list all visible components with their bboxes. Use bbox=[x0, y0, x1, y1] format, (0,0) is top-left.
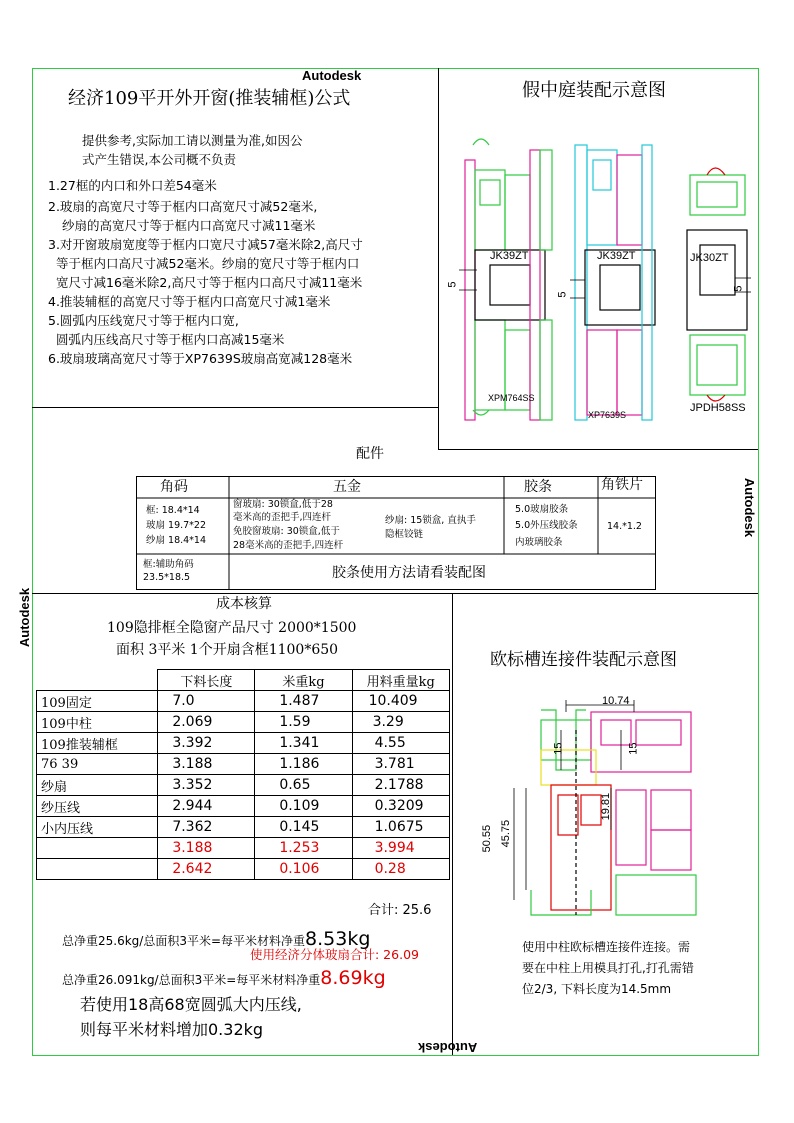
row-total: 10.409 bbox=[352, 691, 449, 712]
table-row bbox=[37, 796, 450, 817]
row-total: 4.55 bbox=[352, 733, 449, 754]
dimension-label: 15 bbox=[552, 742, 565, 755]
diagram2-note: 使用中柱欧标槽连接件连接。需 bbox=[522, 940, 691, 954]
row-weight: 0.145 bbox=[255, 817, 352, 838]
net-weight-text: 总净重26.091kg/总面积3平米=每平米材料净重 bbox=[62, 973, 321, 987]
net-weight-value: 8.53kg bbox=[305, 928, 371, 950]
row-length: 3.392 bbox=[158, 733, 255, 754]
disclaimer: 提供参考,实际加工请以测量为准,如因公 bbox=[82, 133, 303, 148]
row-weight: 1.59 bbox=[255, 712, 352, 733]
net-weight-value: 8.69kg bbox=[320, 967, 386, 989]
row-name bbox=[37, 859, 158, 880]
table-row bbox=[37, 775, 450, 796]
diagram2-title: 欧标槽连接件装配示意图 bbox=[490, 650, 677, 670]
table-row bbox=[37, 859, 450, 880]
formula-rule: 纱扇的高宽尺寸等于框内口高宽尺寸减11毫米 bbox=[62, 218, 316, 233]
profile-label: JK30ZT bbox=[690, 252, 729, 264]
table-header-row bbox=[37, 670, 450, 691]
watermark: Autodesk bbox=[302, 68, 362, 83]
row-name: 纱压线 bbox=[37, 796, 158, 817]
dimension-label: 15 bbox=[627, 742, 640, 755]
row-name: 76 39 bbox=[37, 754, 158, 775]
corner-code: 纱扇 18.4*14 bbox=[146, 535, 207, 546]
profile-label: XPM764SS bbox=[488, 393, 535, 403]
table-row bbox=[37, 712, 450, 733]
formula-rule: 圆弧内压线高尺寸等于框内口高减15毫米 bbox=[56, 332, 285, 347]
row-length: 7.0 bbox=[158, 691, 255, 712]
dimension-label: 10.74 bbox=[602, 695, 630, 707]
parts-title: 配件 bbox=[356, 446, 384, 462]
row-total: 0.3209 bbox=[352, 796, 449, 817]
formula-rule: 6.玻扇玻璃高宽尺寸等于XP7639S玻扇高宽减128毫米 bbox=[48, 351, 353, 366]
euro-groove-connector-diagram bbox=[486, 690, 746, 930]
corner-code: 玻扇 19.7*22 bbox=[146, 520, 207, 531]
angle-iron-spec: 14.*1.2 bbox=[607, 521, 642, 532]
dimension-label: 19.81 bbox=[600, 792, 613, 821]
note-line: 则每平米材料增加0.32kg bbox=[80, 1020, 264, 1039]
row-length: 3.352 bbox=[158, 775, 255, 796]
row-length: 3.188 bbox=[158, 754, 255, 775]
row-name bbox=[37, 838, 158, 859]
divider bbox=[452, 593, 453, 1055]
aux-corner-code: 23.5*18.5 bbox=[143, 572, 191, 583]
total-weight: 合计: 25.6 bbox=[368, 903, 432, 918]
row-total: 2.1788 bbox=[352, 775, 449, 796]
row-weight: 0.106 bbox=[255, 859, 352, 880]
row-length: 3.188 bbox=[158, 838, 255, 859]
hardware-screen: 隐框铰链 bbox=[385, 529, 424, 540]
seal-note: 胶条使用方法请看装配图 bbox=[332, 565, 486, 581]
product-size: 109隐排框全隐窗产品尺寸 2000*1500 bbox=[107, 620, 357, 636]
dimension-label: 5 bbox=[556, 291, 569, 298]
row-name: 小内压线 bbox=[37, 817, 158, 838]
frame-bottom bbox=[32, 1055, 759, 1056]
dimension-label: 5 bbox=[446, 281, 459, 288]
row-weight: 1.487 bbox=[255, 691, 352, 712]
row-weight: 1.186 bbox=[255, 754, 352, 775]
divider bbox=[438, 449, 758, 450]
seal-item: 5.0玻扇胶条 bbox=[515, 504, 569, 515]
parts-header: 角铁片 bbox=[601, 477, 643, 493]
parts-header: 胶条 bbox=[524, 479, 552, 495]
table-row bbox=[37, 817, 450, 838]
formula-title: 经济109平开外开窗(推装辅框)公式 bbox=[68, 88, 351, 109]
seal-item: 内玻璃胶条 bbox=[515, 537, 563, 548]
row-name: 109推装辅框 bbox=[37, 733, 158, 754]
courtyard-assembly-diagram bbox=[445, 120, 755, 440]
row-total: 3.29 bbox=[352, 712, 449, 733]
dimension-label: 5 bbox=[732, 285, 745, 292]
dimension-label: 45.75 bbox=[500, 819, 513, 848]
note-line: 若使用18高68宽圆弧大内压线, bbox=[80, 995, 302, 1014]
dimension-label: 50.55 bbox=[481, 824, 494, 853]
row-length: 2.642 bbox=[158, 859, 255, 880]
net-weight-text: 总净重25.6kg/总面积3平米=每平米材料净重 bbox=[62, 934, 306, 948]
hardware-glass: 窗玻扇: 30锁盒,低于28 bbox=[233, 499, 333, 510]
row-name: 109中柱 bbox=[37, 712, 158, 733]
profile-label: XP7639S bbox=[588, 410, 627, 420]
frame-left bbox=[32, 68, 33, 1056]
formula-rule: 3.对开窗玻扇宽度等于框内口宽尺寸减57毫米除2,高尺寸 bbox=[48, 237, 363, 252]
table-row bbox=[37, 838, 450, 859]
formula-rule: 宽尺寸减16毫米除2,高尺寸等于框内口高尺寸减11毫米 bbox=[56, 275, 363, 290]
economy-total: 使用经济分体玻扇合计: 26.09 bbox=[250, 947, 419, 962]
cost-header: 用料重量kg bbox=[352, 670, 449, 691]
parts-header: 角码 bbox=[160, 479, 188, 495]
formula-rule: 等于框内口高尺寸减52毫米。纱扇的宽尺寸等于框内口 bbox=[56, 256, 360, 271]
row-total: 1.0675 bbox=[352, 817, 449, 838]
frame-right bbox=[758, 68, 759, 1056]
formula-rule: 4.推装辅框的高宽尺寸等于框内口高宽尺寸减1毫米 bbox=[48, 294, 331, 309]
row-length: 2.944 bbox=[158, 796, 255, 817]
divider bbox=[438, 68, 439, 450]
divider bbox=[32, 407, 438, 408]
divider bbox=[32, 593, 758, 594]
row-weight: 0.65 bbox=[255, 775, 352, 796]
row-total: 0.28 bbox=[352, 859, 449, 880]
row-name: 109固定 bbox=[37, 691, 158, 712]
row-name: 纱扇 bbox=[37, 775, 158, 796]
disclaimer: 式产生错误,本公司概不负责 bbox=[82, 152, 236, 167]
row-total: 3.781 bbox=[352, 754, 449, 775]
aux-corner-code: 框:辅助角码 bbox=[143, 559, 194, 570]
row-weight: 1.341 bbox=[255, 733, 352, 754]
diagram2-note: 位2/3, 下料长度为14.5mm bbox=[522, 982, 672, 996]
cost-table bbox=[36, 669, 450, 880]
table-row bbox=[37, 754, 450, 775]
frame-top bbox=[32, 68, 759, 69]
row-total: 3.994 bbox=[352, 838, 449, 859]
product-area: 面积 3平米 1个开扇含框1100*650 bbox=[116, 642, 339, 658]
table-row bbox=[37, 733, 450, 754]
hardware-screen: 纱扇: 15锁盒, 直执手 bbox=[385, 515, 476, 526]
diagram1-title: 假中庭装配示意图 bbox=[522, 80, 666, 101]
hardware-glass: 28毫米高的歪把手,四连杆 bbox=[233, 540, 344, 551]
cost-header: 下料长度 bbox=[158, 670, 255, 691]
profile-label: JPDH58SS bbox=[690, 402, 746, 414]
corner-code: 框: 18.4*14 bbox=[146, 505, 200, 516]
cost-title: 成本核算 bbox=[216, 596, 272, 612]
table-row bbox=[37, 691, 450, 712]
diagram2-note: 要在中柱上用模具打孔,打孔需错 bbox=[522, 961, 694, 975]
parts-header: 五金 bbox=[333, 479, 361, 495]
seal-item: 5.0外压线胶条 bbox=[515, 520, 578, 531]
formula-rule: 1.27框的内口和外口差54毫米 bbox=[48, 178, 217, 193]
profile-label: JK39ZT bbox=[597, 250, 636, 262]
watermark: Autodesk bbox=[17, 587, 33, 648]
profile-label: JK39ZT bbox=[490, 250, 529, 262]
hardware-glass: 毫米高的歪把手,四连杆 bbox=[233, 512, 332, 523]
row-weight: 0.109 bbox=[255, 796, 352, 817]
net-weight-line bbox=[62, 967, 386, 990]
row-length: 7.362 bbox=[158, 817, 255, 838]
watermark: Autodesk bbox=[742, 477, 758, 538]
formula-rule: 2.玻扇的高宽尺寸等于框内口高宽尺寸减52毫米, bbox=[48, 199, 318, 214]
hardware-glass: 免胶窗玻扇: 30锁盒,低于 bbox=[233, 526, 340, 537]
row-weight: 1.253 bbox=[255, 838, 352, 859]
cost-header: 米重kg bbox=[255, 670, 352, 691]
row-length: 2.069 bbox=[158, 712, 255, 733]
formula-rule: 5.圆弧内压线宽尺寸等于框内口宽, bbox=[48, 313, 239, 328]
watermark: Autodesk bbox=[418, 1040, 478, 1055]
